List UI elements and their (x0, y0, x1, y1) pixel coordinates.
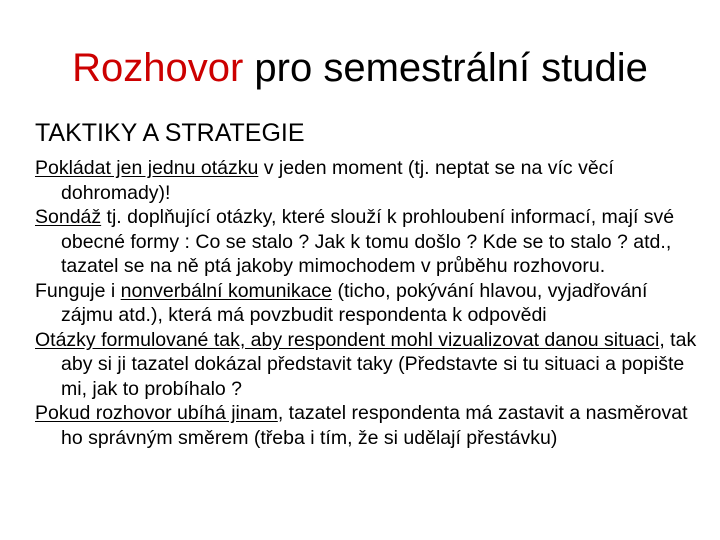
section-subtitle: TAKTIKY A STRATEGIE (35, 119, 305, 147)
paragraph-probing (35, 205, 700, 279)
paragraph-visualize (35, 328, 700, 402)
underlined-phrase: Otázky formulované tak, aby respondent mohl vizualizovat danou situaci (35, 328, 660, 351)
underlined-phrase: Pokládat jen jednu otázku (35, 157, 259, 179)
paragraph-text: , tazatel respondenta má zastavit a nasměrovat ho správným směrem (třeba i tím, že si udělají přestávku) (61, 402, 688, 449)
paragraph-text: tj. doplňující otázky, které slouží k prohloubení informací, mají své obecné formy : Co se stalo ? Jak k tomu došlo ? Kde se to stalo ? atd., tazatel se na ně ptá jakoby mimochodem v průběhu rozhovoru. (61, 206, 675, 277)
underlined-phrase: Sondáž (35, 206, 102, 228)
paragraph-nonverbal (35, 279, 700, 328)
paragraph-text: , tak aby si ji tazatel dokázal představit taky (Představte si tu situaci a popište mi, jak to probíhalo ? (61, 328, 697, 400)
paragraph-text: v jeden moment (tj. neptat se na víc věcí dohromady)! (61, 157, 614, 204)
title-rest: pro semestrální studie (243, 46, 648, 90)
paragraph-single-question (35, 156, 700, 205)
underlined-phrase: Pokud rozhovor ubíhá jinam (35, 402, 278, 424)
paragraph-redirect (35, 401, 700, 450)
underlined-phrase: nonverbální komunikace (120, 279, 333, 302)
title-highlight: Rozhovor (72, 46, 244, 90)
slide-title (0, 42, 720, 94)
body-text (35, 156, 700, 450)
paragraph-text: (ticho, pokývání hlavou, vyjadřování zájmu atd.), která má povzbudit respondenta k odpovědi (61, 279, 648, 326)
paragraph-lead: Funguje i (35, 279, 121, 302)
